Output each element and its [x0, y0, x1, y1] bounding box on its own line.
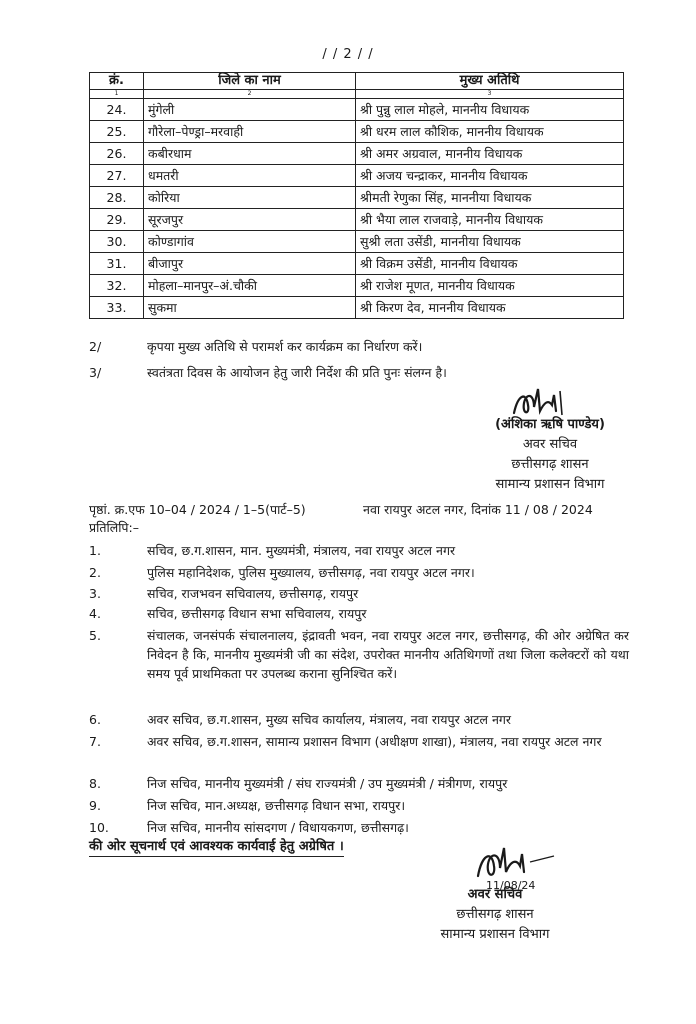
- serial-cell: 29.: [90, 209, 144, 231]
- district-cell: धमतरी: [144, 165, 356, 187]
- signatory-2-dept: सामान्य प्रशासन विभाग: [440, 927, 550, 942]
- district-cell: सुकमा: [144, 297, 356, 319]
- copy-item-number: 1.: [89, 543, 101, 558]
- table-row: [90, 165, 624, 187]
- point-3-number: 3/: [89, 365, 102, 380]
- district-cell: कबीरधाम: [144, 143, 356, 165]
- serial-cell: 26.: [90, 143, 144, 165]
- serial-cell: 30.: [90, 231, 144, 253]
- footer-note: की ओर सूचनार्थ एवं आवश्यक कार्यवाई हेतु अग्रेषित ।: [89, 838, 344, 857]
- copy-item-text: निज सचिव, मान.अध्यक्ष, छत्तीसगढ़ विधान सभा, रायपुर।: [147, 798, 406, 813]
- table-row: [90, 143, 624, 165]
- copy-item-number: 3.: [89, 586, 101, 601]
- signatory-1-designation: अवर सचिव: [522, 437, 578, 452]
- guest-cell: श्री पुन्नु लाल मोहले, माननीय विधायक: [356, 99, 624, 121]
- signature-2-date: 11/08/24: [486, 879, 536, 892]
- guest-cell: श्री किरण देव, माननीय विधायक: [356, 297, 624, 319]
- copy-item-number: 9.: [89, 798, 101, 813]
- signatory-1-govt: छत्तीसगढ़ शासन: [511, 457, 589, 472]
- district-cell: मोहला–मानपुर–अं.चौकी: [144, 275, 356, 297]
- point-2-text: कृपया मुख्य अतिथि से परामर्श कर कार्यक्रम का निर्धारण करें।: [147, 339, 423, 354]
- guest-cell: श्री राजेश मूणत, माननीय विधायक: [356, 275, 624, 297]
- copy-item-text: अवर सचिव, छ.ग.शासन, सामान्य प्रशासन विभाग (अधीक्षण शाखा), मंत्रालय, नवा रायपुर अटल नगर: [147, 734, 602, 749]
- col-header-district: जिले का नाम: [144, 73, 356, 90]
- table-row: [90, 253, 624, 275]
- copy-item-text: संचालक, जनसंपर्क संचालनालय, इंद्रावती भवन, नवा रायपुर अटल नगर, छत्तीसगढ़, की ओर अग्रेषित कर निवेदन है कि, माननीय मुख्यमंत्री जी का संदेश, उपरोक्त माननीय अतिथिगणों तथा जिला कलेक्टरों को यथा समय पूर्व प्राथमिकता पर उपलब्ध कराना सुनिश्चित करें।: [147, 628, 629, 681]
- copy-item-number: 8.: [89, 776, 101, 791]
- table-row: [90, 99, 624, 121]
- district-guest-table: [89, 72, 624, 319]
- guest-cell: सुश्री लता उसेंडी, माननीया विधायक: [356, 231, 624, 253]
- col-header-guest: मुख्य अतिथि: [356, 73, 624, 90]
- serial-cell: 25.: [90, 121, 144, 143]
- copy-item-text: निज सचिव, माननीय मुख्यमंत्री / संघ राज्यमंत्री / उप मुख्यमंत्री / मंत्रीगण, रायपुर: [147, 776, 508, 791]
- guest-cell: श्री अमर अग्रवाल, माननीय विधायक: [356, 143, 624, 165]
- copy-to-label: प्रतिलिपि:–: [89, 520, 139, 535]
- table-row: [90, 209, 624, 231]
- district-cell: कोरिया: [144, 187, 356, 209]
- col-header-serial: क्रं.: [90, 73, 144, 90]
- guest-cell: श्री अजय चन्द्राकर, माननीय विधायक: [356, 165, 624, 187]
- copy-item-number: 7.: [89, 734, 101, 749]
- endorsement-ref: पृष्ठां. क्र.एफ 10–04 / 2024 / 1–5(पार्ट–5): [89, 502, 306, 517]
- page-number: / / 2 / /: [322, 47, 374, 62]
- copy-item-text: निज सचिव, माननीय सांसदगण / विधायकगण, छत्तीसगढ़।: [147, 820, 409, 835]
- serial-cell: 28.: [90, 187, 144, 209]
- table-row: [90, 231, 624, 253]
- copy-item-number: 2.: [89, 565, 101, 580]
- table-row: [90, 187, 624, 209]
- signatory-1-name: (अंशिका ऋषि पाण्डेय): [495, 417, 605, 432]
- district-cell: बीजापुर: [144, 253, 356, 275]
- signatory-1-block: [470, 415, 630, 495]
- copy-item-text: पुलिस महानिदेशक, पुलिस मुख्यालय, छत्तीसगढ़, नवा रायपुर अटल नगर।: [147, 565, 475, 580]
- col-index: 1: [90, 90, 144, 99]
- serial-cell: 32.: [90, 275, 144, 297]
- district-cell: सूरजपुर: [144, 209, 356, 231]
- col-index: 2: [144, 90, 356, 99]
- signatory-1-dept: सामान्य प्रशासन विभाग: [495, 477, 605, 492]
- serial-cell: 27.: [90, 165, 144, 187]
- copy-item-text: सचिव, छत्तीसगढ़ विधान सभा सचिवालय, रायपुर: [147, 606, 367, 621]
- serial-cell: 31.: [90, 253, 144, 275]
- district-cell: मुंगेली: [144, 99, 356, 121]
- endorsement-place-date: नवा रायपुर अटल नगर, दिनांक 11 / 08 / 2024: [363, 502, 593, 517]
- serial-cell: 33.: [90, 297, 144, 319]
- copy-item-number: 4.: [89, 606, 101, 621]
- district-cell: कोण्डागांव: [144, 231, 356, 253]
- guest-cell: श्री विक्रम उसेंडी, माननीय विधायक: [356, 253, 624, 275]
- serial-cell: 24.: [90, 99, 144, 121]
- copy-item-text: सचिव, राजभवन सचिवालय, छत्तीसगढ़, रायपुर: [147, 586, 359, 601]
- signatory-2-block: [415, 885, 575, 945]
- district-cell: गौरेला–पेण्ड्रा–मरवाही: [144, 121, 356, 143]
- copy-item-number: 10.: [89, 820, 109, 835]
- guest-cell: श्री धरम लाल कौशिक, माननीय विधायक: [356, 121, 624, 143]
- table-row: [90, 297, 624, 319]
- table-row: [90, 121, 624, 143]
- copy-item-text: सचिव, छ.ग.शासन, मान. मुख्यमंत्री, मंत्रालय, नवा रायपुर अटल नगर: [147, 543, 456, 558]
- col-index: 3: [356, 90, 624, 99]
- copy-item-number: 6.: [89, 712, 101, 727]
- signatory-2-designation: अवर सचिव: [467, 887, 523, 902]
- guest-cell: श्रीमती रेणुका सिंह, माननीया विधायक: [356, 187, 624, 209]
- guest-cell: श्री भैया लाल राजवाड़े, माननीय विधायक: [356, 209, 624, 231]
- table-row: [90, 275, 624, 297]
- signatory-2-govt: छत्तीसगढ़ शासन: [456, 907, 534, 922]
- point-3-text: स्वतंत्रता दिवस के आयोजन हेतु जारी निर्देश की प्रति पुनः संलग्न है।: [147, 365, 447, 380]
- point-2-number: 2/: [89, 339, 102, 354]
- copy-item-text: अवर सचिव, छ.ग.शासन, मुख्य सचिव कार्यालय, मंत्रालय, नवा रायपुर अटल नगर: [147, 712, 512, 727]
- copy-item-number: 5.: [89, 628, 101, 643]
